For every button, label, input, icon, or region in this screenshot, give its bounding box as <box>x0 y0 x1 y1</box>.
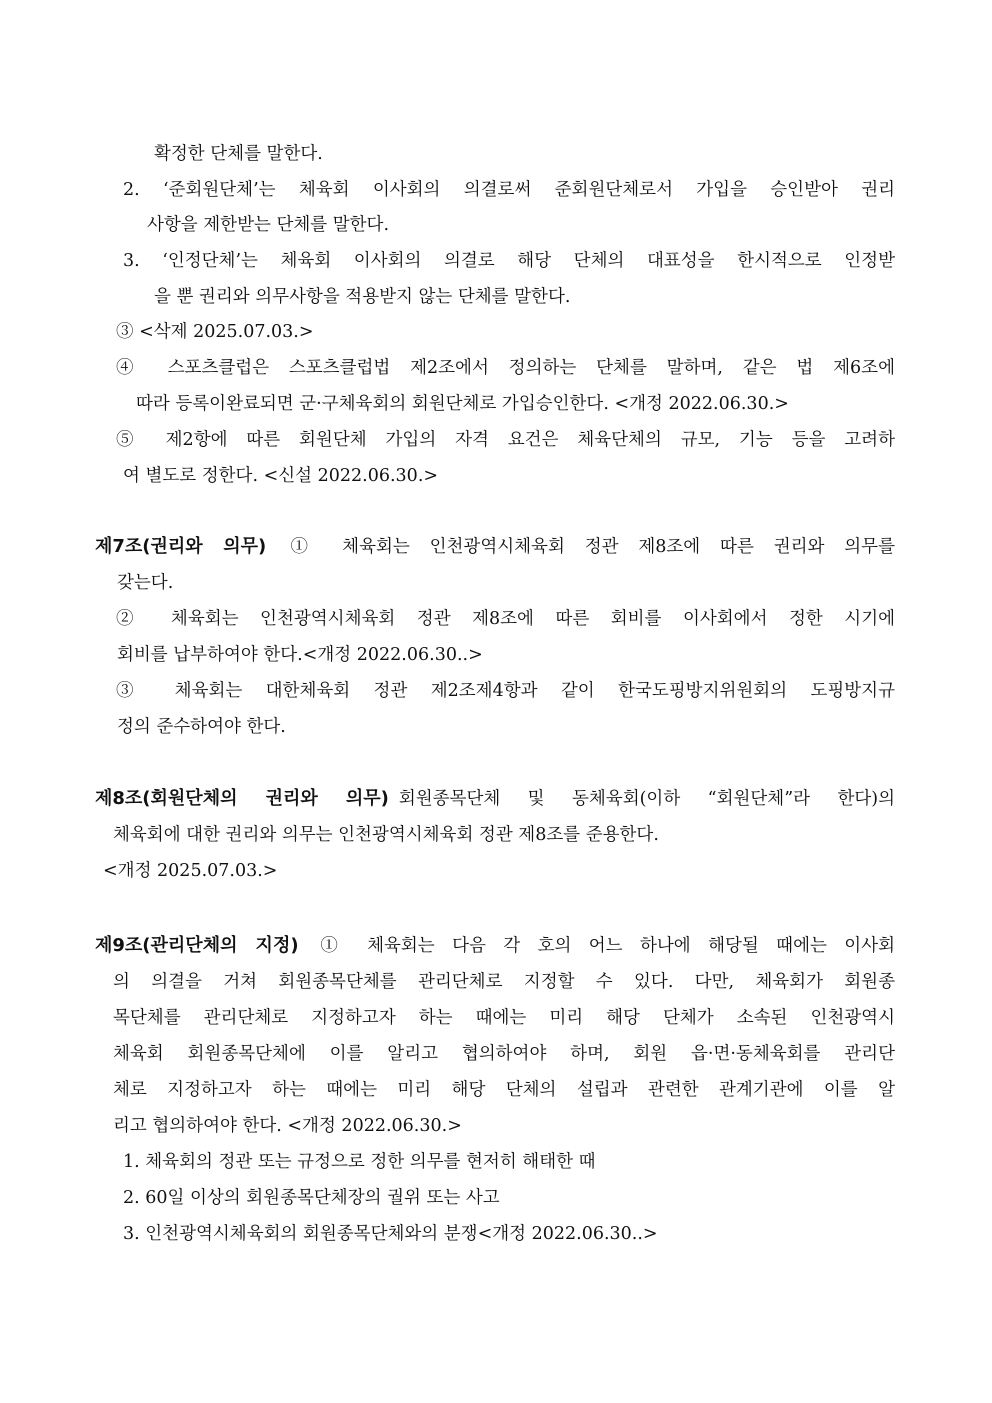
a7-para1-text: ① 체육회는 인천광역시체육회 정관 제8조에 따른 권리와 의무를 <box>276 537 895 557</box>
a7-line1 <box>95 535 895 559</box>
a8-revision-note: <개정 2025.07.03.> <box>103 861 278 881</box>
a6-item3-line1: 3. ‘인정단체’는 체육회 이사회의 의결로 해당 단체의 대표성을 한시적으로 인정받 <box>123 251 895 271</box>
a6-para5-line2: 여 별도로 정한다. <신설 2022.06.30.> <box>123 466 439 486</box>
a9-item1: 1. 체육회의 정관 또는 규정으로 정한 의무를 현저히 해태한 때 <box>123 1152 596 1172</box>
a9-line6: 리고 협의하여야 한다. <개정 2022.06.30.> <box>113 1116 462 1136</box>
a8-line1 <box>95 787 895 811</box>
a7-para3-line1: ③ 체육회는 대한체육회 정관 제2조제4항과 같이 한국도핑방지위원회의 도핑방지규 <box>116 681 895 701</box>
a6-para4-line2: 따라 등록이완료되면 군·구체육회의 회원단체로 가입승인한다. <개정 2022.06.30.> <box>136 394 789 414</box>
a9-line5: 체로 지정하고자 하는 때에는 미리 해당 단체의 설립과 관련한 관계기관에 이를 알 <box>113 1080 895 1100</box>
a6-item1-continuation: 확정한 단체를 말한다. <box>154 144 323 164</box>
a9-line1 <box>95 934 895 958</box>
a9-line3: 목단체를 관리단체로 지정하고자 하는 때에는 미리 해당 단체가 소속된 인천광역시 <box>113 1008 895 1028</box>
a8-line2: 체육회에 대한 권리와 의무는 인천광역시체육회 정관 제8조를 준용한다. <box>113 825 659 845</box>
a6-item3-line2: 을 뿐 권리와 의무사항을 적용받지 않는 단체를 말한다. <box>154 287 571 307</box>
a6-para4-line1: ④ 스포츠클럽은 스포츠클럽법 제2조에서 정의하는 단체를 말하며, 같은 법 제6조에 <box>116 358 895 378</box>
a7-line2: 갖는다. <box>117 573 174 593</box>
a6-item2-line2: 사항을 제한받는 단체를 말한다. <box>147 215 390 235</box>
a8-title: 제8조(회원단체의 권리와 의무) <box>95 788 389 809</box>
a9-item2: 2. 60일 이상의 회원종목단체장의 궐위 또는 사고 <box>123 1188 500 1208</box>
a6-para5-line1: ⑤ 제2항에 따른 회원단체 가입의 자격 요건은 체육단체의 규모, 기능 등을 고려하 <box>116 430 895 450</box>
a7-title: 제7조(권리와 의무) <box>95 536 267 557</box>
a9-line2: 의 의결을 거쳐 회원종목단체를 관리단체로 지정할 수 있다. 다만, 체육회가 회원종 <box>113 972 895 992</box>
a9-para1-text: ① 체육회는 다음 각 호의 어느 하나에 해당될 때에는 이사회 <box>308 936 895 956</box>
a9-line4: 체육회 회원종목단체에 이를 알리고 협의하여야 하며, 회원 읍·면·동체육회를 관리단 <box>113 1044 895 1064</box>
a7-para3-line2: 정의 준수하여야 한다. <box>117 717 286 737</box>
a8-text: 회원종목단체 및 동체육회(이하 “회원단체”라 한다)의 <box>398 789 895 809</box>
a7-para2-line1: ② 체육회는 인천광역시체육회 정관 제8조에 따른 회비를 이사회에서 정한 시기에 <box>116 609 895 629</box>
a6-para3: ③ <삭제 2025.07.03.> <box>116 322 314 342</box>
a7-para2-line2: 회비를 납부하여야 한다.<개정 2022.06.30..> <box>117 645 483 665</box>
a9-item3: 3. 인천광역시체육회의 회원종목단체와의 분쟁<개정 2022.06.30..> <box>123 1224 658 1244</box>
a9-title: 제9조(관리단체의 지정) <box>95 935 299 956</box>
a6-item2-line1: 2. ‘준회원단체’는 체육회 이사회의 의결로써 준회원단체로서 가입을 승인받아 권리 <box>123 180 895 200</box>
